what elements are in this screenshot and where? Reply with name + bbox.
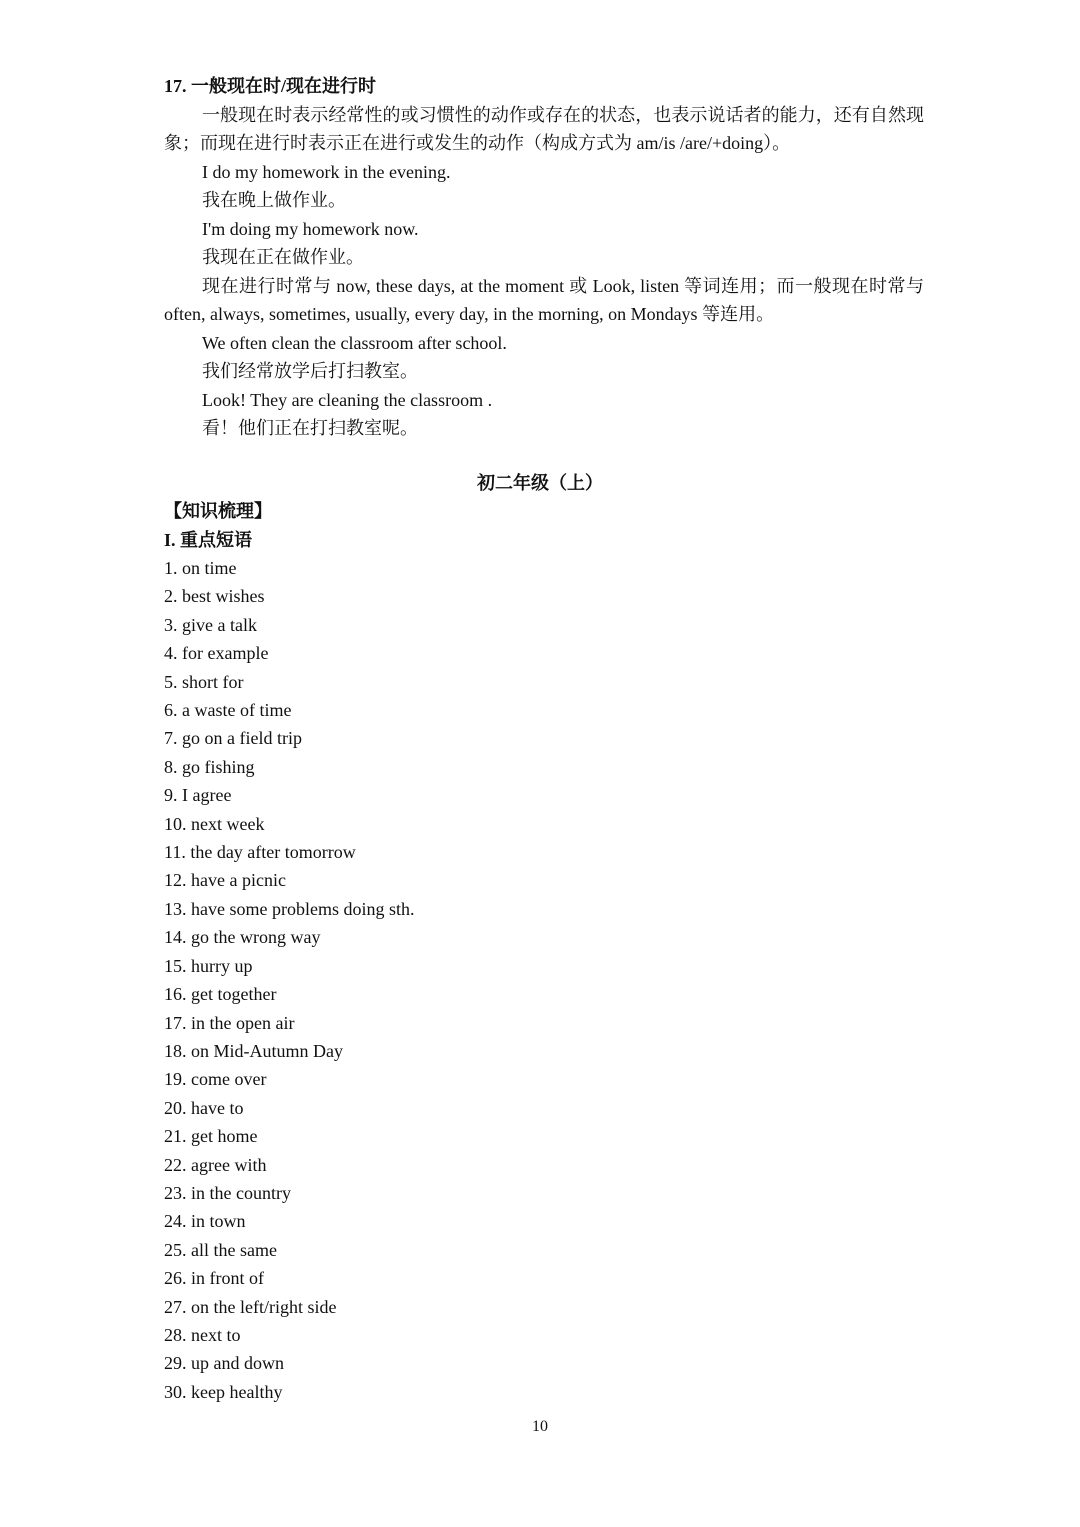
phrase-item: 27. on the left/right side (164, 1296, 337, 1317)
phrase-item: 22. agree with (164, 1154, 267, 1175)
phrase-item: 7. go on a field trip (164, 728, 302, 749)
example-sentence-en: I do my homework in the evening. (202, 161, 451, 182)
example-sentence-zh: 我现在正在做作业。 (202, 247, 364, 267)
phrase-item: 5. short for (164, 671, 244, 692)
phrases-heading: I. 重点短语 (164, 529, 253, 550)
phrase-item: 24. in town (164, 1211, 246, 1232)
phrase-item: 4. for example (164, 643, 269, 664)
example-sentence-en: I'm doing my homework now. (202, 218, 419, 239)
phrase-item: 18. on Mid-Autumn Day (164, 1040, 343, 1061)
phrase-item: 16. get together (164, 984, 277, 1005)
example-sentence-zh: 我们经常放学后打扫教室。 (202, 361, 418, 381)
knowledge-label: 【知识梳理】 (164, 501, 272, 521)
phrase-item: 6. a waste of time (164, 700, 292, 721)
phrase-item: 1. on time (164, 558, 237, 578)
phrase-item: 17. in the open air (164, 1012, 295, 1033)
section-17-intro: 一般现在时表示经常性的或习惯性的动作或存在的状态，也表示说话者的能力，还有自然现象；而现在进行时表示正在进行或发生的动作（构成方式为 am/is /are/+doing）。 (164, 104, 924, 153)
phrase-item: 28. next to (164, 1324, 241, 1345)
phrase-item: 30. keep healthy (164, 1381, 283, 1402)
phrase-item: 21. get home (164, 1126, 258, 1147)
page-number: 10 (532, 1418, 548, 1435)
phrase-item: 2. best wishes (164, 586, 265, 607)
phrase-item: 19. come over (164, 1069, 267, 1090)
grade-title: 初二年级（上） (477, 472, 603, 493)
example-sentence-en: We often clean the classroom after school. (202, 332, 507, 353)
example-sentence-en: Look! They are cleaning the classroom . (202, 389, 493, 410)
phrase-list (164, 554, 924, 1406)
phrase-item: 15. hurry up (164, 955, 253, 976)
phrase-item: 10. next week (164, 813, 265, 834)
phrase-item: 3. give a talk (164, 614, 257, 635)
phrase-item: 14. go the wrong way (164, 927, 321, 948)
phrase-item: 12. have a picnic (164, 870, 286, 891)
example-sentence-zh: 看！他们正在打扫教室呢。 (202, 418, 418, 438)
phrase-item: 8. go fishing (164, 756, 255, 777)
phrase-item: 26. in front of (164, 1268, 264, 1289)
section-17-usage: 现在进行时常与 now, these days, at the moment 或 Look, listen 等词连用；而一般现在时常与 often, always, sometimes, usually, every day, in the morning, on Mondays 等连用。 (164, 275, 924, 324)
section-17-heading: 17. 一般现在时/现在进行时 (164, 76, 376, 96)
phrase-item: 20. have to (164, 1097, 244, 1118)
phrase-item: 9. I agree (164, 785, 232, 806)
phrase-item: 23. in the country (164, 1182, 291, 1203)
phrase-item: 11. the day after tomorrow (164, 842, 356, 863)
example-sentence-zh: 我在晚上做作业。 (202, 190, 346, 210)
document-page (164, 72, 924, 1406)
phrase-item: 29. up and down (164, 1353, 284, 1374)
phrase-item: 13. have some problems doing sth. (164, 898, 415, 919)
phrase-item: 25. all the same (164, 1239, 277, 1260)
